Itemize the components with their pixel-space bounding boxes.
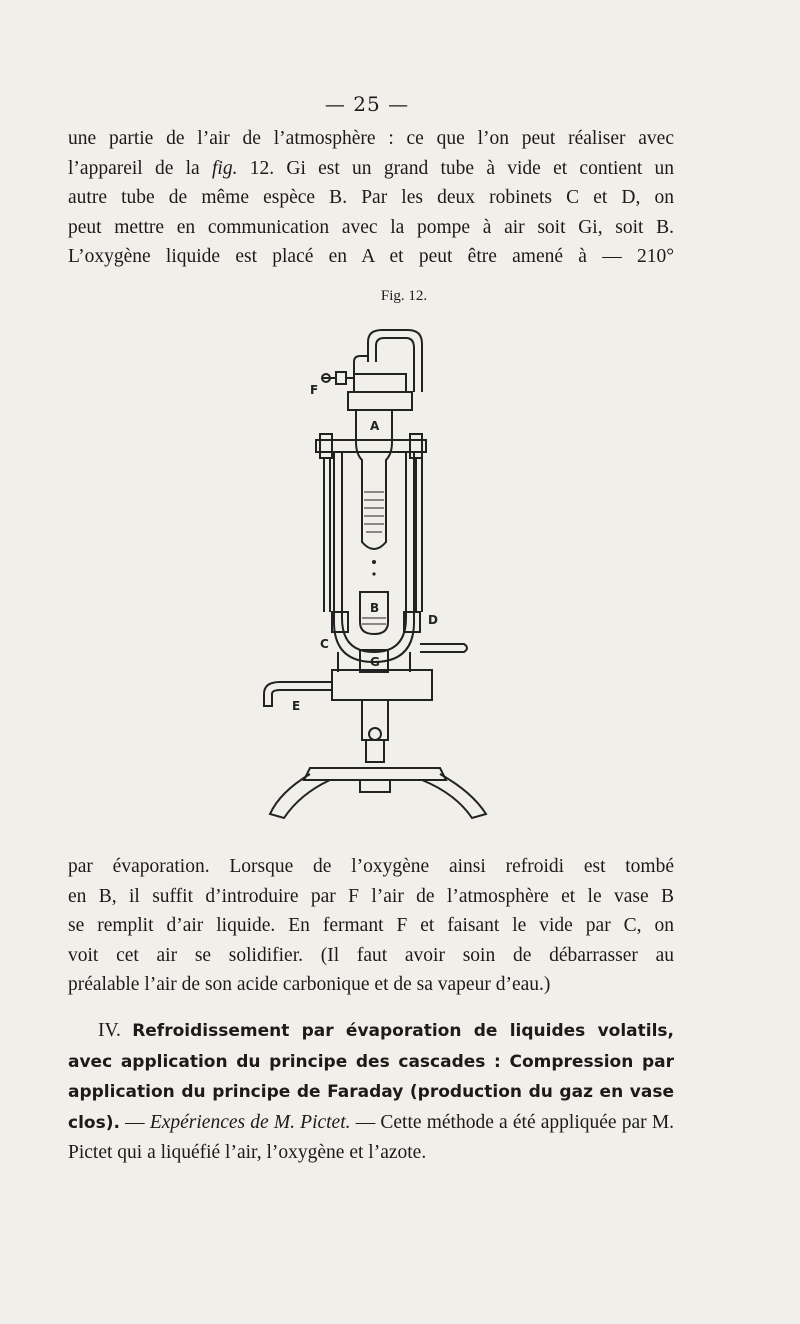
- label-A: A: [370, 419, 380, 433]
- label-F: F: [310, 383, 319, 397]
- paragraph-3-rest: — Cette méthode a été appliquée par M. Pictet qui a liquéfié l’air, l’oxygène et l’azote.: [68, 1111, 675, 1163]
- paragraph-2-line-3: se remplit d’air liquide. En fermant F et faisant le vide par C, on: [68, 915, 674, 936]
- paragraph-2-line-5: préalable l’air de son acide carbonique et de sa vapeur d’eau.): [68, 974, 551, 995]
- page-number: — 25 —: [324, 92, 410, 116]
- paragraph-1-line-1: une partie de l’air de l’atmosphère : ce que l’on peut réaliser avec: [68, 128, 674, 149]
- paragraph-1-line-3: autre tube de même espèce B. Par les deux robinets C et D, on: [68, 187, 674, 208]
- paragraph-1-line-5: L’oxygène liquide est placé en A et peut être amené à — 210°: [68, 246, 674, 267]
- paragraph-2: [68, 852, 674, 1000]
- paragraph-2-line-1: par évaporation. Lorsque de l’oxygène ainsi refroidi est tombé: [68, 856, 674, 877]
- label-E: E: [292, 699, 301, 713]
- figure-caption: Fig. 12.: [380, 288, 428, 304]
- figure-reference: fig.: [211, 157, 238, 179]
- paragraph-1-line-4: peut mettre en communication avec la pompe à air soit Gi, soit B.: [68, 216, 674, 238]
- section-numeral: IV.: [98, 1020, 121, 1041]
- label-G: G: [370, 655, 380, 669]
- paragraph-2-line-4: voit cet air se solidifier. (Il faut avoir soin de débarrasser au: [68, 944, 674, 966]
- text-fragment: 12. Gi est un grand tube à vide et contient un: [249, 157, 674, 179]
- label-C: C: [320, 637, 329, 651]
- experiments-title: Expériences de M. Pictet.: [149, 1111, 351, 1133]
- text-fragment: l’appareil de la: [68, 157, 200, 179]
- section-heading: Refroidissement par évaporation de liquides volatils, avec application du principe des cascades : Compression par application du principe de Faraday (production du gaz en vase clos).: [68, 1021, 675, 1133]
- label-B: B: [370, 601, 380, 615]
- apparatus-illustration: [250, 322, 510, 822]
- dash: —: [125, 1111, 145, 1133]
- paragraph-3: [68, 1016, 674, 1168]
- paragraph-1: [68, 124, 674, 272]
- label-D: D: [428, 613, 438, 627]
- paragraph-2-line-2: en B, il suffit d’introduire par F l’air de l’atmosphère et le vase B: [68, 885, 674, 907]
- paragraph-1-line-2: [68, 154, 674, 184]
